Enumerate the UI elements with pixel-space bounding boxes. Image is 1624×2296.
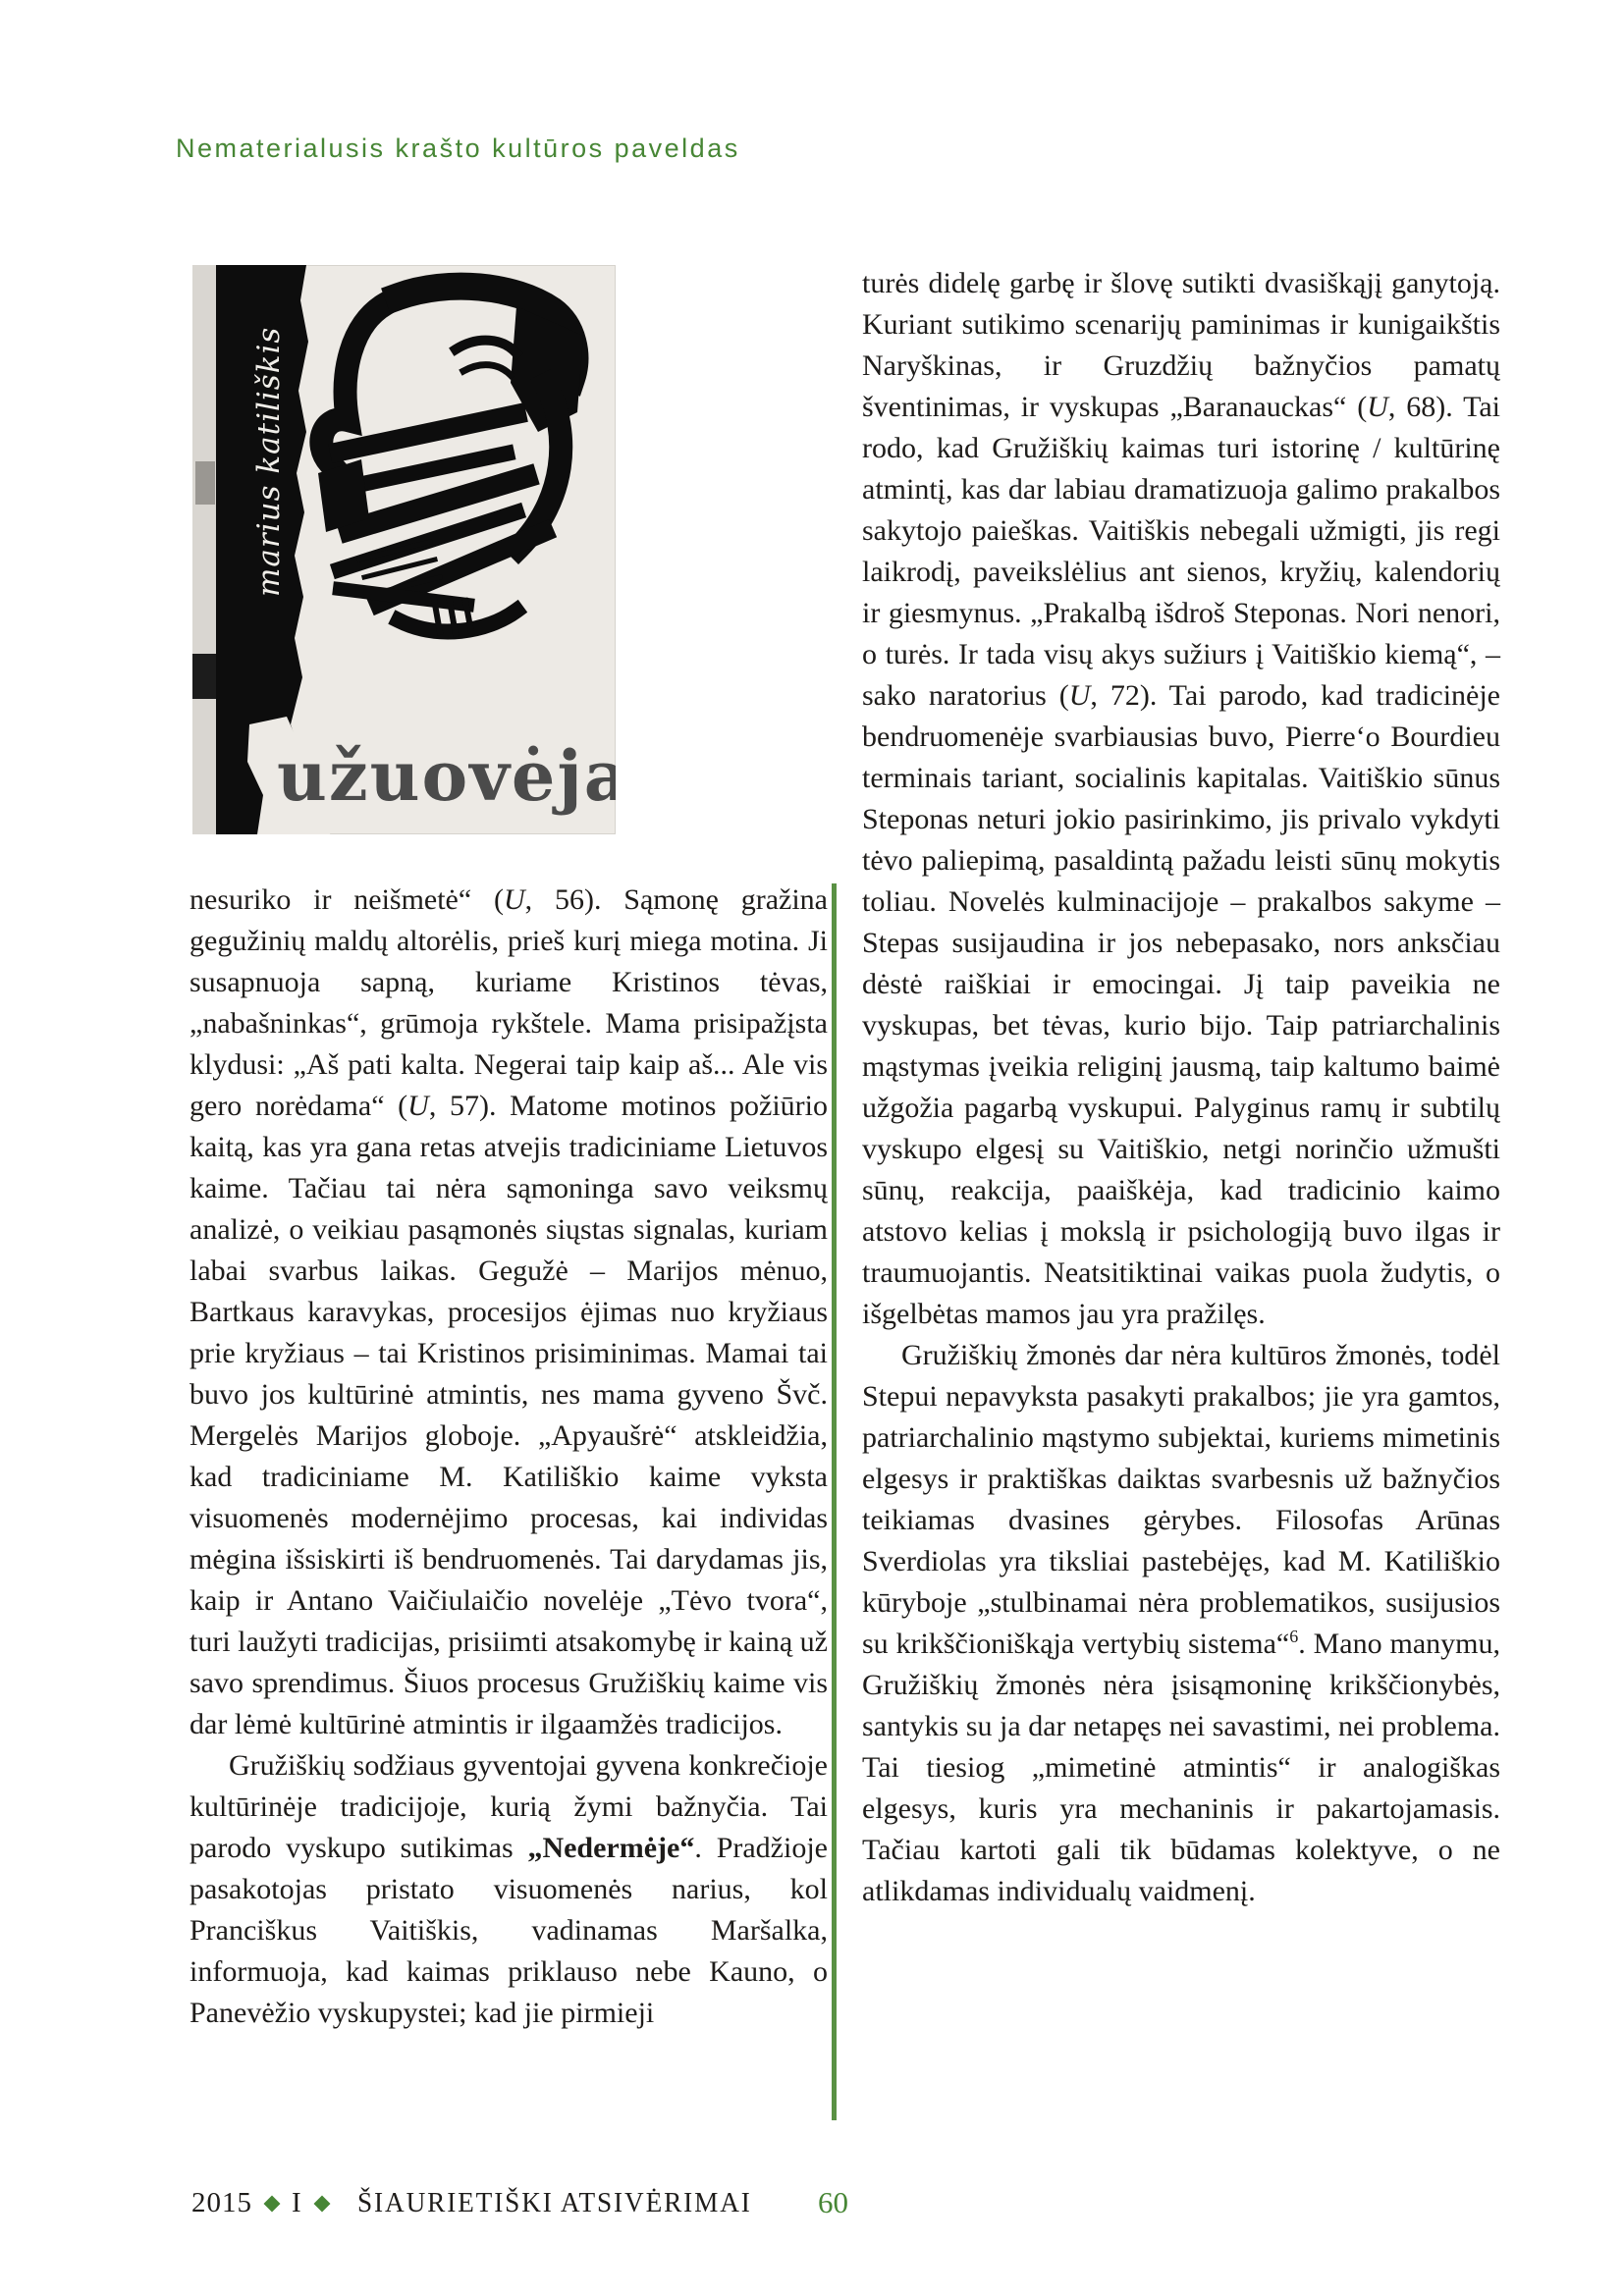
diamond-icon bbox=[313, 2195, 330, 2212]
cover-author-text: marius katiliškis bbox=[251, 326, 287, 597]
cover-spine bbox=[192, 265, 218, 834]
paragraph: turės didelę garbę ir šlovę sutikti dvasiškąjį ganytoją. Kuriant sutikimo scenarijų paminimas ir kunigaikštis Naryškinas, ir Gruzdžių bažnyčios pamatų šventinimas, ir vyskupas „Baranauckas“ (U, 68). Tai rodo, kad Gružiškių kaimas turi istorinę / kultūrinę atmintį, kas dar labiau dramatizuoja galimo prakalbos sakytojo paieškas. Vaitiškis nebegali užmigti, jis regi laikrodį, paveikslėlius ant sienos, kryžių, kalendorių ir giesmynus. „Prakalbą išdroš Steponas. Nori nenori, o turės. Ir tada visų akys sužiurs į Vaitiškio kiemą“, – sako naratorius (U, 72). Tai parodo, kad tradicinėje bendruomenėje svarbiausias buvo, Pierre‘o Bourdieu terminais tariant, socialinis kapitalas. Vaitiškio sūnus Steponas neturi jokio pasirinkimo, jis privalo vykdyti tėvo paliepimą, pasaldintą pažadu leisti sūnų mokytis toliau. Novelės kulminacijoje – prakalbos sakyme – Stepas susijaudina ir jos nebepasako, nors anksčiau dėstė raiškiai ir emocingai. Jį taip paveikia ne vyskupas, bet tėvas, kurio bijo. Taip patriarchalinis mąstymas įveikia religinį jausmą, taip kaltumo baimė užgožia pagarbą vyskupui. Palyginus ramų ir subtilų vyskupo elgesį su Vaitiškio, netgi norinčio užmušti sūnų, reakcija, paaiškėja, kad tradicinio kaimo atstovo kelias į mokslą ir psichologiją buvo ilgas ir traumuojantis. Neatsitiktinai vaikas puola žudytis, o išgelbėtas mamos jau yra pražilęs. bbox=[862, 267, 1500, 1330]
footer-issue-number: I bbox=[292, 2187, 302, 2218]
running-head: Nematerialusis krašto kultūros paveldas bbox=[176, 133, 740, 163]
column-divider-rule bbox=[832, 883, 837, 2120]
paragraph: nesuriko ir neišmetė“ (U, 56). Sąmonę gražina gegužinių maldų altorėlis, prieš kurį miega motina. Ji susapnuoja sapną, kuriame Kristinos tėvas, „nabašninkas“, grūmoja rykštele. Mama prisipažįsta klydusi: „Aš pati kalta. Negerai taip kaip aš... Ale vis gero norėdama“ (U, 57). Matome motinos požiūrio kaitą, kas yra gana retas atvejis tradiciniame Lietuvos kaime. Tačiau tai nėra sąmoninga savo veiksmų analizė, o veikiau pasąmonės siųstas signalas, kuriam labai svarbus laikas. Gegužė – Marijos mėnuo, Bartkaus karavykas, procesijos ėjimas nuo kryžiaus prie kryžiaus – tai Kristinos prisiminimas. Mamai tai buvo jos kultūrinė atmintis, nes mama gyveno Švč. Mergelės Marijos globoje. „Apyaušrė“ atskleidžia, kad tradiciniame M. Katiliškio kaime vyksta visuomenės modernėjimo procesas, kai individas mėgina išsiskirti iš bendruomenės. Tai darydamas jis, kaip ir Antano Vaičiulaičio novelėje „Tėvo tvora“, turi laužyti tradicijas, prisiimti atsakomybę ir kainą už savo sprendimus. Šiuos procesus Gružiškių kaime vis dar lėmė kultūrinė atmintis ir ilgaamžės tradicijos. bbox=[189, 883, 828, 1740]
book-cover-image bbox=[192, 265, 616, 834]
paragraph: Gružiškių sodžiaus gyventojai gyvena konkrečioje kultūrinėje tradicijoje, kurią žymi bažnyčia. Tai parodo vyskupo sutikimas „Nedermėje“. Pradžioje pasakotojas pristato visuomenės narius, kol Pranciškus Vaitiškis, vadinamas Maršalka, informuoja, kad kaimas priklauso nebe Kauno, o Panevėžio vyskupystei; kad jie pirmieji bbox=[189, 1749, 828, 2029]
page-number: 60 bbox=[818, 2185, 848, 2219]
book-cover-art bbox=[192, 265, 616, 834]
diamond-icon bbox=[264, 2195, 281, 2212]
text-column-left bbox=[189, 880, 828, 2034]
paragraph: Gružiškių žmonės dar nėra kultūros žmonės, todėl Stepui nepavyksta pasakyti prakalbos; jie yra gamtos, patriarchalinio mąstymo subjektai, kuriems mimetinis elgesys ir praktiškas daiktas svarbesnis už bažnyčios teikiamas dvasines gėrybes. Filosofas Arūnas Sverdiolas yra tiksliai pastebėjęs, kad M. Katiliškio kūryboje „stulbinamai nėra problematikos, susijusios su krikščioniškąja vertybių sistema“$^6$. Mano manymu, Gružiškių žmonės nėra įsisąmoninę krikščionybės, santykis su ja dar netapęs nei savastimi, nei problema. Tai tiesiog „mimetinė atmintis“ ir analogiškas elgesys, kuris yra mechaninis ir pakartojamasis. Tačiau kartoti gali tik būdamas kolektyve, o ne atlikdamas individualų vaidmenį. bbox=[862, 1339, 1501, 1907]
footer bbox=[191, 2187, 777, 2219]
footer-journal-title: ŠIAURIETIŠKI ATSIVĖRIMAI bbox=[356, 2187, 752, 2218]
cover-title-text: užuovėja bbox=[277, 735, 616, 817]
footer-year: 2015 bbox=[191, 2187, 252, 2218]
text-column-right bbox=[862, 263, 1500, 1912]
